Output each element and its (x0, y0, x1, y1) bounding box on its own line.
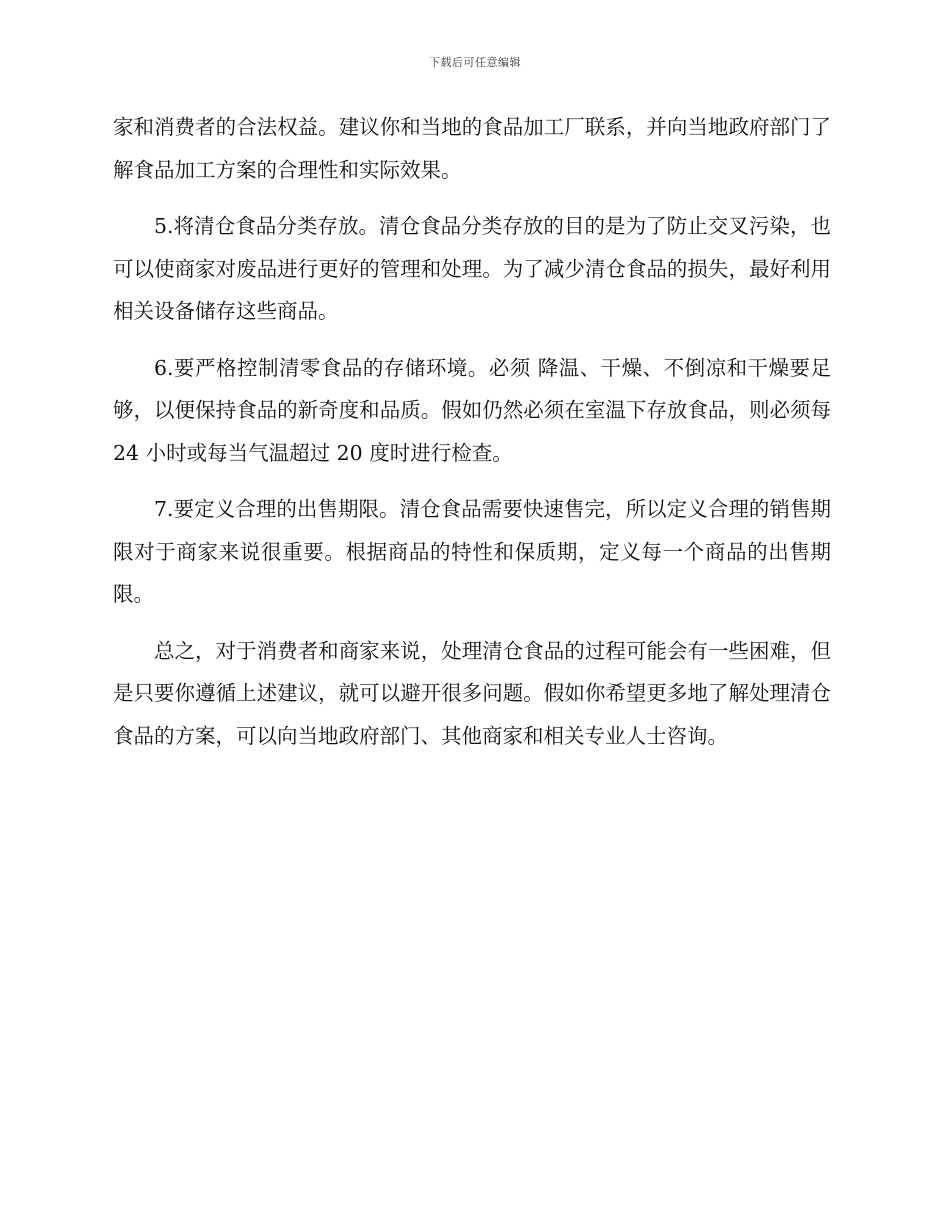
page-header-note: 下载后可任意编辑 (429, 56, 521, 69)
paragraph-item-6: 6.要严格控制清零食品的存储环境。必须 降温、干燥、不倒凉和干燥要足够，以便保持食品的新奇度和品质。假如仍然必须在室温下存放食品，则必须每 24 小时或每当气温超过 20 度时进行检查。 (113, 355, 831, 465)
paragraph-continuation: 家和消费者的合法权益。建议你和当地的食品加工厂联系，并向当地政府部门了解食品加工方案的合理性和实际效果。 (113, 115, 831, 182)
paragraph-conclusion: 总之，对于消费者和商家来说，处理清仓食品的过程可能会有一些困难，但是只要你遵循上述建议，就可以避开很多问题。假如你希望更多地了解处理清仓食品的方案，可以向当地政府部门、其他商家和相关专业人士咨询。 (113, 638, 831, 748)
paragraph-item-7: 7.要定义合理的出售期限。清仓食品需要快速售完，所以定义合理的销售期限对于商家来说很重要。根据商品的特性和保质期，定义每一个商品的出售期限。 (113, 497, 831, 606)
document-body (113, 106, 831, 771)
paragraph-item-5: 5.将清仓食品分类存放。清仓食品分类存放的目的是为了防止交叉污染，也可以使商家对废品进行更好的管理和处理。为了减少清仓食品的损失，最好利用相关设备储存这些商品。 (113, 214, 831, 323)
